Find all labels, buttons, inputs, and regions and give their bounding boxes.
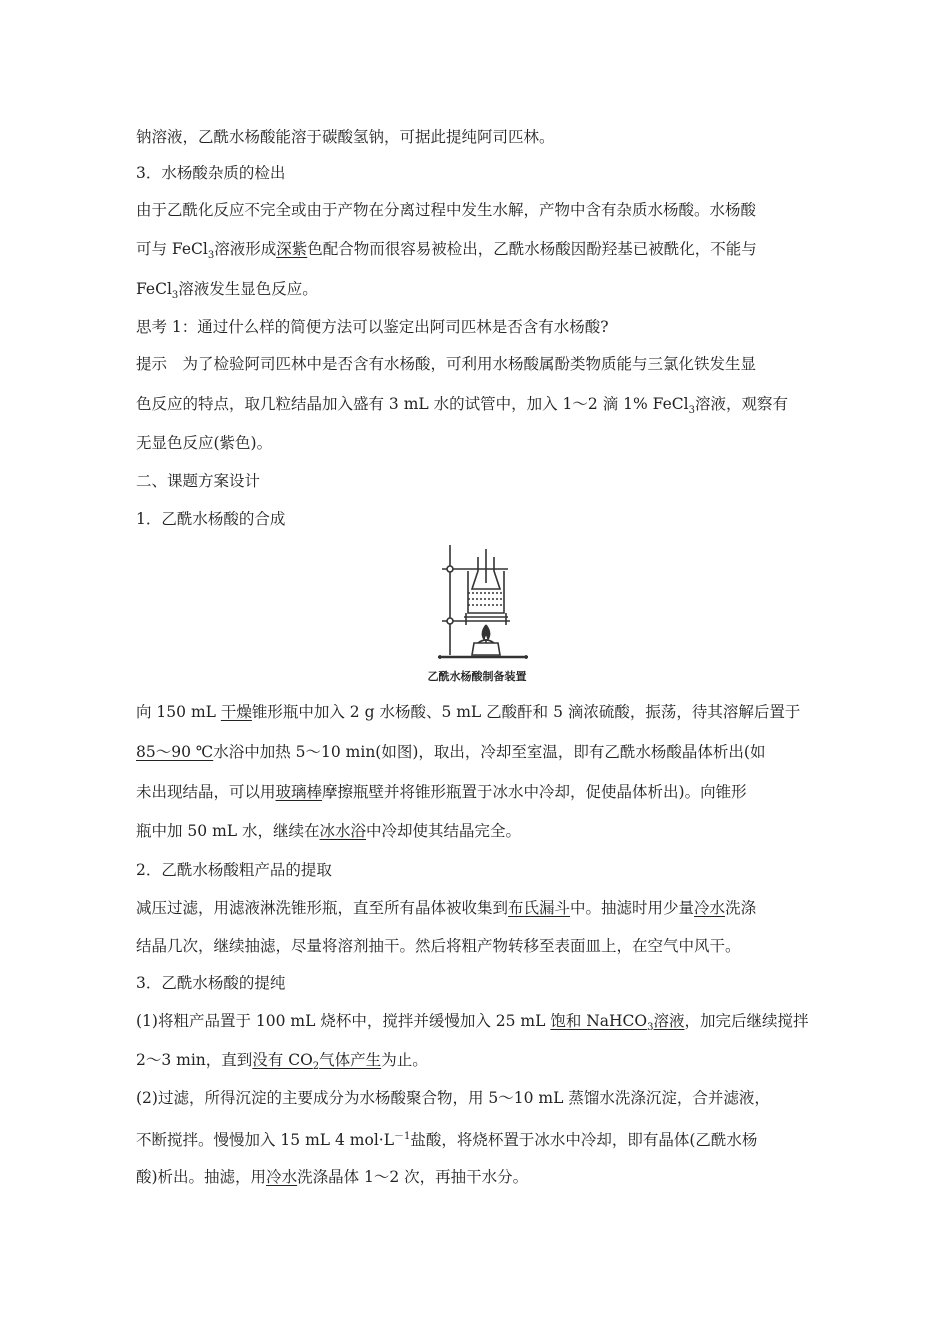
text-line xyxy=(136,781,816,803)
section-heading xyxy=(136,470,816,492)
underlined-answer: 冷水 xyxy=(266,1168,298,1186)
text: 溶液发生显色反应。 xyxy=(178,280,318,298)
text-line xyxy=(136,1087,816,1109)
text: 溶液，观察有 xyxy=(694,395,788,413)
section-heading xyxy=(136,859,816,881)
underlined-answer: 冷水 xyxy=(694,899,726,917)
text-line xyxy=(136,278,816,307)
text: 气体产生 xyxy=(319,1051,382,1069)
subscript: 3 xyxy=(688,405,695,417)
text-line xyxy=(136,432,816,454)
text: (1)将粗产品置于 100 mL 烧杯中，搅拌并缓慢加入 25 mL xyxy=(136,1012,551,1030)
text: 不断搅拌。慢慢加入 15 mL 4 mol·L xyxy=(136,1131,394,1150)
text-line xyxy=(136,126,816,148)
text: 3．乙酰水杨酸的提纯 xyxy=(136,974,286,992)
text: 中。抽滤时用少量 xyxy=(570,899,695,917)
text-line xyxy=(136,741,816,763)
text: 洗涤晶体 1～2 次，再抽干水分。 xyxy=(297,1168,529,1186)
underlined-answer: 玻璃棒 xyxy=(275,783,323,801)
text: 二、课题方案设计 xyxy=(136,472,261,490)
text-line xyxy=(136,1049,816,1078)
underlined-answer xyxy=(252,1051,382,1073)
text: 由于乙酰化反应不完全或由于产物在分离过程中发生水解，产物中含有杂质水杨酸。水杨酸 xyxy=(136,201,757,219)
section-heading xyxy=(136,508,816,530)
text: 为止。 xyxy=(381,1051,428,1069)
subscript: 2 xyxy=(312,1061,320,1073)
text: 摩擦瓶壁并将锥形瓶置于冰水中冷却，促使晶体析出)。向锥形 xyxy=(322,783,747,801)
text: 没有 CO xyxy=(252,1051,313,1069)
text: 色配合物而很容易被检出，乙酰水杨酸因酚羟基已被酰化，不能与 xyxy=(307,240,757,258)
text-line xyxy=(136,1010,816,1039)
text: 溶液形成 xyxy=(214,240,277,258)
apparatus-figure xyxy=(428,543,548,688)
text: 可与 FeCl xyxy=(136,240,208,258)
text-line xyxy=(136,1166,816,1188)
text: 酸)析出。抽滤，用 xyxy=(136,1168,267,1186)
section-heading xyxy=(136,162,816,184)
text: 思考 1：通过什么样的简便方法可以鉴定出阿司匹林是否含有水杨酸? xyxy=(136,318,609,336)
text: 洗涤 xyxy=(725,899,757,917)
text-line xyxy=(136,820,816,842)
text-line xyxy=(136,701,816,723)
text: 减压过滤，用滤液淋洗锥形瓶，直至所有晶体被收集到 xyxy=(136,899,509,917)
text-line xyxy=(136,199,816,221)
text: 未出现结晶，可以用 xyxy=(136,783,276,801)
question-line xyxy=(136,316,816,338)
underlined-answer: 深紫 xyxy=(276,240,308,258)
text-line xyxy=(136,897,816,919)
subscript: 3 xyxy=(207,250,215,262)
text: 瓶中加 50 mL 水，继续在 xyxy=(136,822,320,840)
subscript: 3 xyxy=(647,1022,654,1034)
section-heading xyxy=(136,972,816,994)
text-line xyxy=(136,353,816,375)
text: 结晶几次，继续抽滤，尽量将溶剂抽干。然后将粗产物转移至表面皿上，在空气中风干。 xyxy=(136,937,741,955)
text-line xyxy=(136,393,816,422)
text: 钠溶液，乙酰水杨酸能溶于碳酸氢钠，可据此提纯阿司匹林。 xyxy=(136,128,555,146)
underlined-answer: 干燥 xyxy=(220,703,252,721)
text: 盐酸，将烧杯置于冰水中冷却，即有晶体(乙酰水杨 xyxy=(410,1131,758,1150)
text: 向 150 mL xyxy=(136,703,221,721)
text: 2～3 min，直到 xyxy=(136,1051,253,1069)
text: 中冷却使其结晶完全。 xyxy=(366,822,522,840)
text: (2)过滤，所得沉淀的主要成分为水杨酸聚合物，用 5～10 mL 蒸馏水洗涤沉淀，合并滤液， xyxy=(136,1089,770,1107)
text: FeCl xyxy=(136,280,172,298)
underlined-answer: 布氏漏斗 xyxy=(508,899,571,917)
text-line xyxy=(136,1126,816,1151)
text-line xyxy=(136,238,816,267)
underlined-answer xyxy=(550,1012,685,1034)
text: 3．水杨酸杂质的检出 xyxy=(136,164,286,182)
superscript: －1 xyxy=(394,1131,411,1142)
text: 溶液 xyxy=(653,1012,685,1030)
text: 无显色反应(紫色)。 xyxy=(136,434,273,452)
text: 饱和 NaHCO xyxy=(550,1012,648,1030)
text: 水浴中加热 5～10 min(如图)，取出，冷却至室温，即有乙酰水杨酸晶体析出(如 xyxy=(213,743,766,761)
text: 提示 为了检验阿司匹林中是否含有水杨酸，可利用水杨酸属酚类物质能与三氯化铁发生显 xyxy=(136,355,757,373)
figure-caption: 乙酰水杨酸制备装置 xyxy=(427,670,527,683)
text: 2．乙酰水杨酸粗产品的提取 xyxy=(136,861,332,879)
text: 色反应的特点，取几粒结晶加入盛有 3 mL 水的试管中，加入 1～2 滴 1% FeCl xyxy=(136,395,689,413)
text: 锥形瓶中加入 2 g 水杨酸、5 mL 乙酸酐和 5 滴浓硫酸，振荡，待其溶解后置于 xyxy=(251,703,801,721)
underlined-answer: 85～90 ℃ xyxy=(136,743,214,761)
text: ，加完后继续搅拌 xyxy=(684,1012,809,1030)
subscript: 3 xyxy=(171,290,179,302)
underlined-answer: 冰水浴 xyxy=(319,822,367,840)
text: 1．乙酰水杨酸的合成 xyxy=(136,510,286,528)
text-line xyxy=(136,935,816,957)
